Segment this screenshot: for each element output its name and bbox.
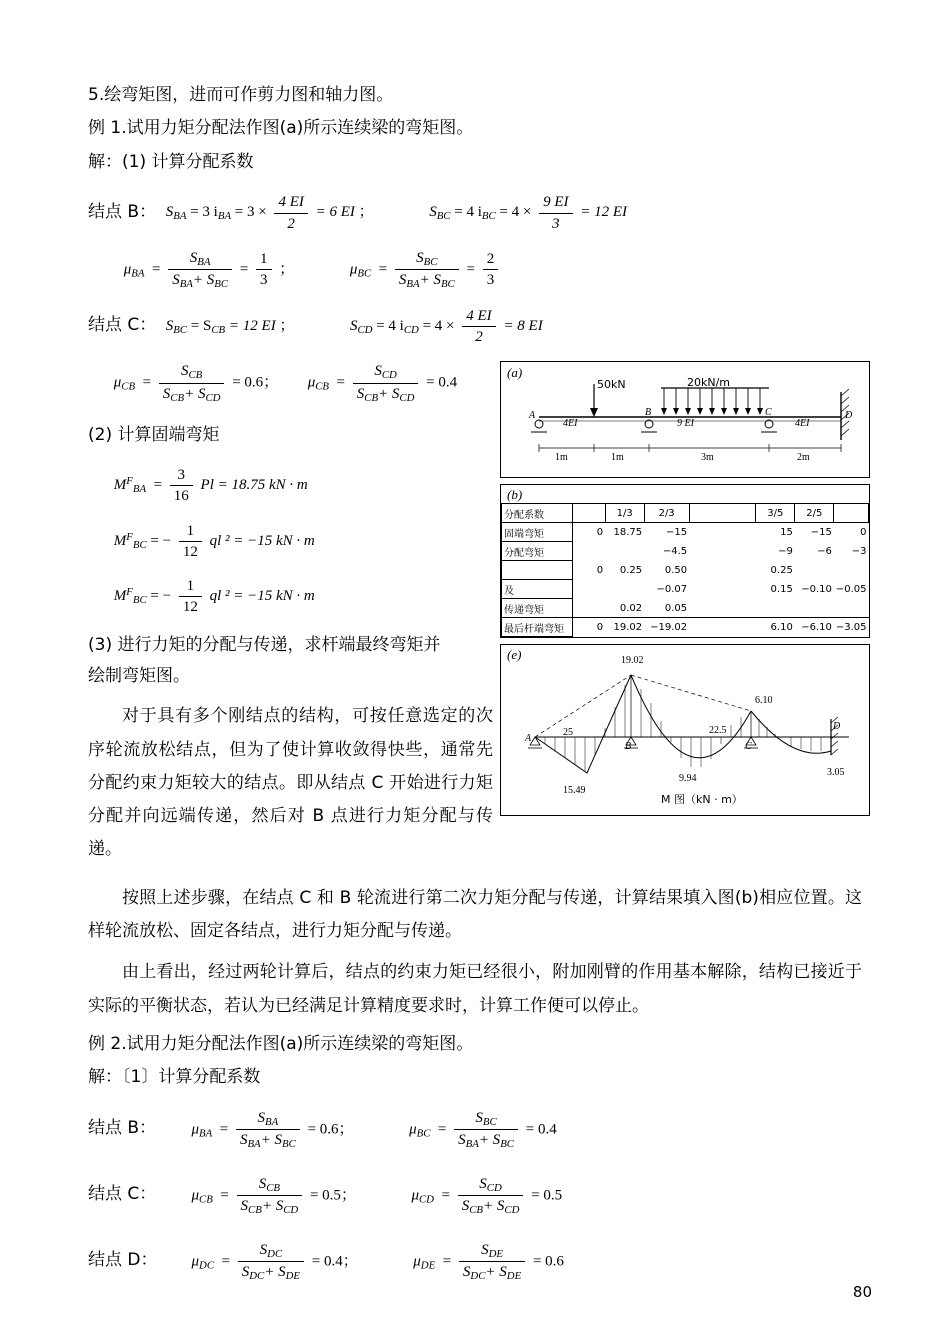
right-column-figures (500, 361, 870, 816)
solution-step-3b: 绘制弯矩图。 (88, 666, 190, 686)
fraction-mu-ba: $\frac{S_{BA}}{S_{BA}+ S_{BC}}$ (168, 248, 232, 292)
cell-5-0 (572, 599, 605, 618)
dim-label-3: 3m (701, 452, 714, 464)
cell-3-3 (689, 561, 756, 580)
fraction-one-third: $\frac{1}{3}$ (256, 249, 272, 291)
ex2-equation-node-b (88, 1108, 862, 1152)
value-15-49: 15.49 (563, 785, 586, 797)
cell-1-1: 18.75 (613, 527, 643, 539)
row-header-dist: 分配弯矩 (502, 542, 573, 561)
ex2-fraction-mu-de: $\frac{S_{DE}}{S_{DC}+ S_{DE}}$ (459, 1240, 525, 1284)
fraction-two-thirds: $\frac{2}{3}$ (483, 249, 499, 291)
cell-3-5 (795, 561, 834, 580)
paragraph-2: 按照上述步骤，在结点 C 和 B 轮流进行第二次力矩分配与传递，计算结果填入图(b)相应位置。这样轮流放松、固定各结点，进行力矩分配与传递。 (88, 888, 862, 942)
figure-b-label: (b) (507, 487, 523, 503)
figure-c (500, 644, 870, 816)
example-2-title: 例 2.试用力矩分配法作图(a)所示连续梁的弯矩图。 (88, 1033, 474, 1054)
ex2-equation-mu-dc: $\mu_{DC}$ = $\frac{S_{DC}}{S_{DC}+ S_{DE}}$ = 0.4； (191, 1241, 358, 1283)
ex2-fraction-mu-cb: $\frac{S_{CB}}{S_{CB}+ S_{CD}}$ (237, 1174, 303, 1218)
value-22-5: 22.5 (709, 725, 727, 737)
cell-0-4: 3/5 (756, 504, 795, 523)
cell-1-4: 15 (780, 527, 793, 539)
cell-3-6 (834, 561, 869, 580)
table-row (502, 504, 869, 523)
ex2-fraction-mu-bc: $\frac{S_{BC}}{S_{BA}+ S_{BC}}$ (454, 1108, 518, 1152)
row-header-coef: 分配系数 (502, 504, 573, 523)
cell-2-5: −6 (817, 545, 832, 557)
value-25: 25 (563, 727, 573, 739)
cell-3-1: 0.25 (619, 564, 643, 576)
fraction-mu-cd: $\frac{S_{CD}}{S_{CB}+ S_{CD}}$ (353, 361, 419, 405)
equation-sba-sbc: 结点 B： $S_{BA} = 3$ $i_{BA} = 3$ × $\frac{4 EI}{2}$ = 6 EI ； $S_{BC} = 4$ $i_{BC} = 4$ × $\frac{9 EI}{3}$ = 12 EI (88, 192, 862, 234)
value-9-94: 9.94 (679, 773, 697, 785)
dim-label-4: 2m (797, 452, 810, 464)
ex2-equation-mu-cd: $\mu_{CD}$ = $\frac{S_{CD}}{S_{CB}+ S_{CD}}$ = 0.5 (411, 1175, 563, 1217)
cell-1-0: 0 (596, 527, 604, 539)
ex2-equation-node-d (88, 1240, 862, 1284)
fraction-9ei-3: $\frac{9 EI}{3}$ (539, 192, 572, 234)
solution-step-3a: (3) 进行力矩的分配与传递，求杆端最终弯矩并 (88, 634, 441, 655)
span-label-bc: 9 EI (677, 418, 694, 430)
ex2-equation-mu-de: $\mu_{DE}$ = $\frac{S_{DE}}{S_{DC}+ S_{DE}}$ = 0.6 (413, 1241, 564, 1283)
figure-c-label: (e) (507, 647, 522, 663)
load-point-label: 50kN (597, 378, 626, 392)
row-header-carry: 传递弯矩 (502, 599, 573, 618)
heading-line-5: 5.绘弯矩图，进而可作剪力图和轴力图。 (88, 85, 394, 105)
cell-0-3 (689, 504, 756, 523)
dim-label-1: 1m (555, 452, 568, 464)
equation-scd: $S_{CD} = 4$ $i_{CD} = 4$ × $\frac{4 EI}{2}$ = 8 EI (350, 306, 543, 348)
cell-5-3 (689, 599, 756, 618)
cell-5-2: 0.05 (664, 602, 688, 614)
cell-2-1 (605, 542, 644, 561)
solution-step-1: 解：(1) 计算分配系数 (88, 151, 254, 172)
two-column-section (88, 361, 867, 866)
fraction-mu-bc: $\frac{S_{BC}}{S_{BA}+ S_{BC}}$ (395, 248, 459, 292)
cell-1-2: −15 (666, 527, 688, 539)
diagram-node-a: A (525, 733, 532, 745)
cell-2-4: −9 (778, 545, 793, 557)
cell-0-2: 2/3 (644, 504, 689, 523)
example-2-step-1: 解：〔1〕计算分配系数 (88, 1067, 261, 1088)
equation-mu-bc: $\mu_{BC}$ = $\frac{S_{BC}}{S_{BA}+ S_{BC}}$ = $\frac{2}{3}$ (350, 248, 502, 292)
cell-6-2: −19.02 (644, 618, 689, 637)
table-row (502, 561, 869, 580)
cell-4-1 (605, 580, 644, 599)
moment-diagram (501, 645, 869, 813)
cell-4-6: −0.05 (835, 583, 867, 595)
equation-mu-cb-cd (88, 361, 518, 405)
value-3-05: 3.05 (827, 767, 845, 779)
cell-3-2: 0.50 (664, 564, 688, 576)
equation-mf-ba: $M^F_{BA}$ = $\frac{3}{16}$ Pl = 18.75 kN · m (88, 465, 518, 507)
ex2-equation-mu-cb: $\mu_{CB}$ = $\frac{S_{CB}}{S_{CB}+ S_{CD}}$ = 0.5； (191, 1175, 356, 1217)
cell-6-3 (689, 618, 756, 637)
diagram-node-c: C (745, 741, 752, 753)
cell-5-6 (834, 599, 869, 618)
paragraph-3: 由上看出，经过两轮计算后，结点的约束力矩已经很小，附加刚臂的作用基本解除，结构已接近于实际的平衡状态，若认为已经满足计算精度要求时，计算工作便可以停止。 (88, 962, 862, 1016)
equation-mu-ba: $\mu_{BA}$ = $\frac{S_{BA}}{S_{BA}+ S_{BC}}$ = $\frac{1}{3}$ ； (123, 249, 295, 291)
ex2-equation-node-c (88, 1174, 862, 1218)
cell-2-6: −3 (851, 545, 867, 557)
equation-mu-ba-bc (98, 248, 862, 292)
node-b-label: 结点 B： (88, 201, 157, 222)
ex2-fraction-mu-ba: $\frac{S_{BA}}{S_{BA}+ S_{BC}}$ (236, 1108, 300, 1152)
ex2-fraction-mu-cd: $\frac{S_{CD}}{S_{CB}+ S_{CD}}$ (458, 1174, 524, 1218)
solution-step-2: (2) 计算固端弯矩 (88, 424, 220, 445)
cell-5-4 (756, 599, 795, 618)
node-label-c: C (765, 407, 772, 419)
left-column (88, 361, 518, 866)
fraction-4ei-2-b: $\frac{4 EI}{2}$ (462, 306, 495, 348)
node-label-b: B (645, 407, 652, 419)
paragraph-1: 对于具有多个刚结点的结构，可按任意选定的次序轮流放松结点，但为了使计算收敛得快些，通常先分配约束力矩较大的结点。即从结点 C 开始进行力矩分配并向远端传递，然后对 B 点进行力矩分配与传递。 (88, 706, 493, 859)
cell-3-0: 0 (596, 564, 604, 576)
row-header-blank (502, 561, 573, 580)
cell-0-0 (572, 504, 605, 523)
ex2-node-d-label: 结点 D： (88, 1250, 158, 1271)
fraction-1-12-a: $\frac{1}{12}$ (179, 521, 202, 563)
row-header-fixed: 固端弯矩 (502, 523, 573, 542)
node-label-d: D (845, 410, 853, 422)
table-row (502, 542, 869, 561)
cell-0-1: 1/3 (605, 504, 644, 523)
ex2-node-b-label: 结点 B： (88, 1118, 157, 1139)
fraction-1-12-b: $\frac{1}{12}$ (179, 576, 202, 618)
equation-scb: $S_{BC} = S_{CB} = 12$ EI (165, 318, 276, 337)
figure-a-label: (a) (507, 365, 523, 381)
ex2-equation-mu-ba: $\mu_{BA}$ = $\frac{S_{BA}}{S_{BA}+ S_{BC}}$ = 0.6； (191, 1109, 354, 1151)
cell-1-6: 0 (860, 527, 867, 539)
equation-mf-bc-2: $M^F_{BC}$ = − $\frac{1}{12}$ ql ² = −15 kN · m (88, 576, 518, 618)
table-row (502, 523, 869, 542)
cell-1-3 (689, 523, 756, 542)
cell-2-0 (572, 542, 605, 561)
table-row (502, 618, 869, 637)
cell-0-5: 2/5 (795, 504, 834, 523)
node-c-label: 结点 C： (88, 315, 157, 336)
figure-a (500, 361, 870, 478)
cell-5-1: 0.02 (619, 602, 643, 614)
cell-6-6: −3.05 (834, 618, 869, 637)
fraction-3-16: $\frac{3}{16}$ (170, 465, 193, 507)
cell-6-0: 0 (572, 618, 605, 637)
fraction-4ei-2: $\frac{4 EI}{2}$ (274, 192, 307, 234)
row-header-and: 及 (502, 580, 573, 599)
load-dist-label: 20kN/m (687, 376, 731, 390)
cell-4-4: 0.15 (770, 583, 793, 595)
ex2-equation-mu-bc: $\mu_{BC}$ = $\frac{S_{BC}}{S_{BA}+ S_{BC}}$ = 0.4 (409, 1109, 557, 1151)
diagram-caption: M 图（kN · m） (661, 793, 743, 807)
cell-4-5: −0.10 (801, 583, 832, 595)
diagram-node-d: D (833, 721, 841, 733)
cell-4-3 (689, 580, 756, 599)
table-row (502, 580, 869, 599)
cell-6-1: 19.02 (605, 618, 644, 637)
span-label-cd: 4EI (795, 418, 810, 430)
cell-6-5: −6.10 (795, 618, 834, 637)
example-1-title: 例 1.试用力矩分配法作图(a)所示连续梁的弯矩图。 (88, 118, 474, 139)
row-header-final: 最后杆端弯矩 (502, 618, 573, 637)
cell-2-2: −4.5 (662, 545, 688, 557)
node-label-a: A (529, 410, 536, 422)
moment-distribution-table (501, 503, 869, 637)
ex2-fraction-mu-dc: $\frac{S_{DC}}{S_{DC}+ S_{DE}}$ (238, 1240, 304, 1284)
cell-6-4: 6.10 (756, 618, 795, 637)
equation-sba: $S_{BA} = 3$ $i_{BA} = 3$ × $\frac{4 EI}{2}$ = 6 EI (166, 192, 355, 234)
cell-0-6 (834, 504, 869, 523)
equation-mu-cb: $\mu_{CB}$ = $\frac{S_{CB}}{S_{CB}+ S_{CD}}$ = 0.6； (113, 363, 279, 405)
equation-mu-cd: $\mu_{CB}$ = $\frac{S_{CD}}{S_{CB}+ S_{CD}}$ = 0.4 (307, 363, 458, 405)
fraction-mu-cb: $\frac{S_{CB}}{S_{CB}+ S_{CD}}$ (159, 361, 225, 405)
equation-scb-scd: 结点 C： $S_{BC} = S_{CB} = 12$ EI ； $S_{CD} = 4$ $i_{CD} = 4$ × $\frac{4 EI}{2}$ = 8 EI (88, 306, 862, 348)
equation-mf-bc-1: $M^F_{BC}$ = − $\frac{1}{12}$ ql ² = −15 kN · m (88, 521, 518, 563)
diagram-node-b: B (625, 741, 632, 753)
cell-1-5: −15 (810, 527, 832, 539)
cell-5-5 (795, 599, 834, 618)
cell-3-4: 0.25 (770, 564, 793, 576)
ex2-node-c-label: 结点 C： (88, 1184, 157, 1205)
cell-4-0 (572, 580, 605, 599)
equation-sbc: $S_{BC} = 4$ $i_{BC} = 4$ × $\frac{9 EI}{3}$ = 12 EI (429, 192, 627, 234)
dim-label-2: 1m (611, 452, 624, 464)
table-row (502, 599, 869, 618)
page-number: 80 (852, 1283, 872, 1301)
page-content (88, 80, 867, 1290)
value-19-02: 19.02 (621, 655, 644, 667)
span-label-ab: 4EI (563, 418, 578, 430)
cell-4-2: −0.07 (656, 583, 688, 595)
figure-b (500, 484, 870, 638)
value-6-10: 6.10 (755, 695, 773, 707)
cell-2-3 (689, 542, 756, 561)
